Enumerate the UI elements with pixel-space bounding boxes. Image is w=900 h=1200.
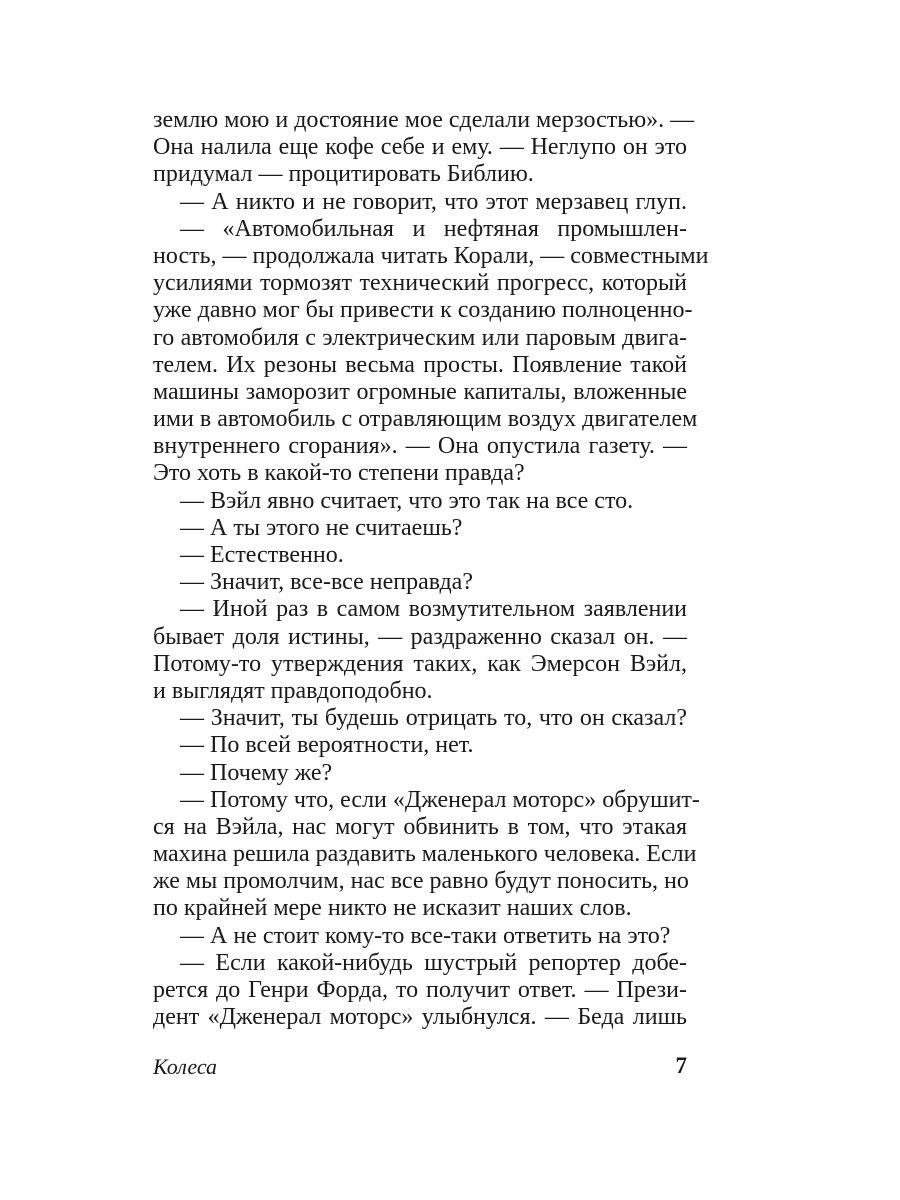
text-line: ность, — продолжала читать Корали, — совместными xyxy=(153,242,709,269)
text-line: землю мою и достояние мое сделали мерзостью». — xyxy=(153,107,695,133)
text-line: го автомобиля с электрическим или паровым двига- xyxy=(153,324,687,351)
text-line: — По всей вероятности, нет. xyxy=(180,732,474,759)
text-line: — Естественно. xyxy=(180,542,344,568)
text-line: дент «Дженерал моторс» улыбнулся. — Беда лишь xyxy=(153,1004,687,1031)
text-line: — Вэйл явно считает, что это так на все сто. xyxy=(180,487,634,514)
text-line: — Иной раз в самом возмутительном заявлении xyxy=(180,596,687,623)
text-line: ими в автомобиль с отравляющим воздух двигателем xyxy=(153,406,698,433)
text-line: внутреннего сгорания». — Она опустила газету. — xyxy=(153,433,687,460)
text-line: телем. Их резоны весьма просты. Появление такой xyxy=(153,351,687,378)
text-line: придумал — процитировать Библию. xyxy=(153,161,534,188)
text-line: и выглядят правдоподобно. xyxy=(153,677,433,704)
text-line: — Если какой-нибудь шустрый репортер добе- xyxy=(180,949,687,976)
text-line: Она налила еще кофе себе и ему. — Неглупо он это xyxy=(153,134,687,161)
body-text xyxy=(153,107,709,1031)
text-line: — Почему же? xyxy=(180,759,333,786)
text-line: махина решила раздавить маленького человека. Если xyxy=(153,841,697,868)
text-line: ся на Вэйла, нас могут обвинить в том, что этакая xyxy=(153,813,687,840)
text-line: — А ты этого не считаешь? xyxy=(180,514,463,541)
text-line: — А никто и не говорит, что этот мерзавец глуп. xyxy=(180,188,687,215)
text-line: машины заморозит огромные капиталы, вложенные xyxy=(153,378,687,405)
text-line: — «Автомобильная и нефтяная промышлен- xyxy=(180,215,687,242)
text-line: — Потому что, если «Дженерал моторс» обрушит- xyxy=(180,786,700,813)
text-line: бывает доля истины, — раздраженно сказал он. — xyxy=(153,623,687,650)
text-line: рется до Генри Форда, то получит ответ. — Прези- xyxy=(153,977,687,1003)
text-line: — А не стоит кому-то все-таки ответить на это? xyxy=(180,922,671,949)
text-line: — Значит, все-все неправда? xyxy=(180,569,473,596)
text-line: уже давно мог бы привести к созданию полноценно- xyxy=(153,297,693,324)
running-title: Колеса xyxy=(153,1054,218,1079)
text-line: же мы промолчим, нас все равно будут поносить, но xyxy=(153,868,689,895)
text-line: Это хоть в какой-то степени правда? xyxy=(153,460,525,487)
text-line: Потому-то утверждения таких, как Эмерсон Вэйл, xyxy=(153,650,687,677)
text-line: — Значит, ты будешь отрицать то, что он сказал? xyxy=(180,705,687,732)
text-line: по крайней мере никто не исказит наших слов. xyxy=(153,895,632,922)
text-line: усилиями тормозят технический прогресс, который xyxy=(153,270,687,297)
page-number: 7 xyxy=(675,1053,687,1078)
